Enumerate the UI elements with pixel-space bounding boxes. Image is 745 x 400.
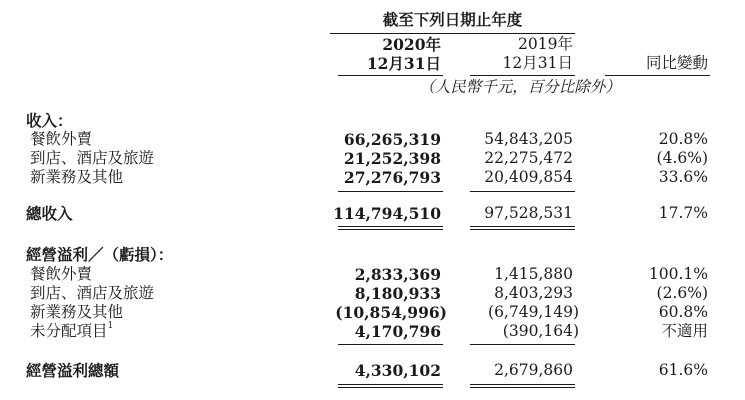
value-2019: 2,679,860 [494, 361, 573, 379]
row-label: 餐飲外賣 [30, 265, 93, 283]
value-2020: 2,833,369 [354, 265, 441, 284]
operating-total-double-rule-2019-b [470, 387, 575, 388]
row-label: 總收入 [26, 204, 73, 223]
value-2019: (6,749,149) [488, 303, 579, 321]
operating-total-double-rule-2020-b [338, 387, 443, 388]
change-value: 100.1% [648, 265, 708, 283]
value-2019: (390,164) [502, 322, 579, 340]
value-2020: 4,170,796 [354, 322, 441, 341]
value-2020: 27,276,793 [343, 168, 441, 187]
revenue-total-double-rule-2019-a [470, 226, 575, 227]
revenue-subtotal-rule-2019 [470, 191, 575, 192]
col-2020-header-rule [338, 75, 443, 76]
revenue-total-double-rule-2019-b [470, 229, 575, 230]
revenue-total-double-rule-2020-a [338, 226, 443, 227]
row-label: 餐飲外賣 [30, 130, 93, 148]
col-2020-year: 2020年 [382, 35, 441, 54]
change-value: 17.7% [658, 204, 708, 222]
revenue-total-double-rule-2020-b [338, 229, 443, 230]
row-label: 到店、酒店及旅遊 [30, 284, 155, 302]
value-2019: 8,403,293 [494, 284, 573, 302]
change-value: (2.6%) [656, 284, 708, 302]
operating-subtotal-rule-2020 [338, 344, 443, 345]
change-value: 60.8% [658, 303, 708, 321]
revenue-subtotal-rule-2020 [338, 191, 443, 192]
change-value: 33.6% [658, 168, 708, 186]
operating-total-double-rule-2019-a [470, 384, 575, 385]
col-2020-date: 12月31日 [366, 54, 441, 73]
row-label-text: 未分配項目 [30, 322, 108, 340]
col-change-header-rule [605, 75, 710, 76]
value-2020: 8,180,933 [354, 284, 441, 303]
value-2020: (10,854,996) [335, 303, 447, 322]
operating-total-double-rule-2020-a [338, 384, 443, 385]
value-2019: 1,415,880 [494, 265, 573, 283]
row-label: 到店、酒店及旅遊 [30, 149, 155, 167]
value-2020: 21,252,398 [343, 149, 441, 168]
col-2019-date: 12月31日 [502, 54, 573, 72]
col-change-header: 同比變動 [645, 54, 708, 72]
row-label: 新業務及其他 [30, 303, 124, 321]
revenue-section-title: 收入： [26, 111, 73, 130]
header-rule [330, 33, 575, 34]
value-2020: 4,330,102 [354, 361, 441, 380]
row-label: 經營溢利總額 [26, 361, 120, 380]
operating-subtotal-rule-2019 [470, 344, 575, 345]
change-value: 20.8% [658, 130, 708, 148]
value-2019: 97,528,531 [484, 204, 573, 222]
unit-note: （人民幣千元，百分比除外） [419, 78, 621, 96]
value-2019: 22,275,472 [484, 149, 573, 167]
period-header: 截至下列日期止年度 [382, 10, 523, 29]
value-2019: 54,843,205 [484, 130, 573, 148]
change-value: 61.6% [658, 361, 708, 379]
value-2020: 66,265,319 [343, 130, 441, 149]
value-2019: 20,409,854 [484, 168, 573, 186]
change-value: 不適用 [661, 322, 708, 340]
col-2019-year: 2019年 [518, 35, 573, 53]
change-value: (4.6%) [656, 149, 708, 167]
row-label [30, 321, 114, 340]
value-2020: 114,794,510 [333, 204, 441, 223]
col-2019-header-rule [470, 75, 575, 76]
operating-section-title: 經營溢利／（虧損）： [26, 245, 174, 264]
footnote-marker: 1 [107, 321, 114, 331]
row-label: 新業務及其他 [30, 168, 124, 186]
